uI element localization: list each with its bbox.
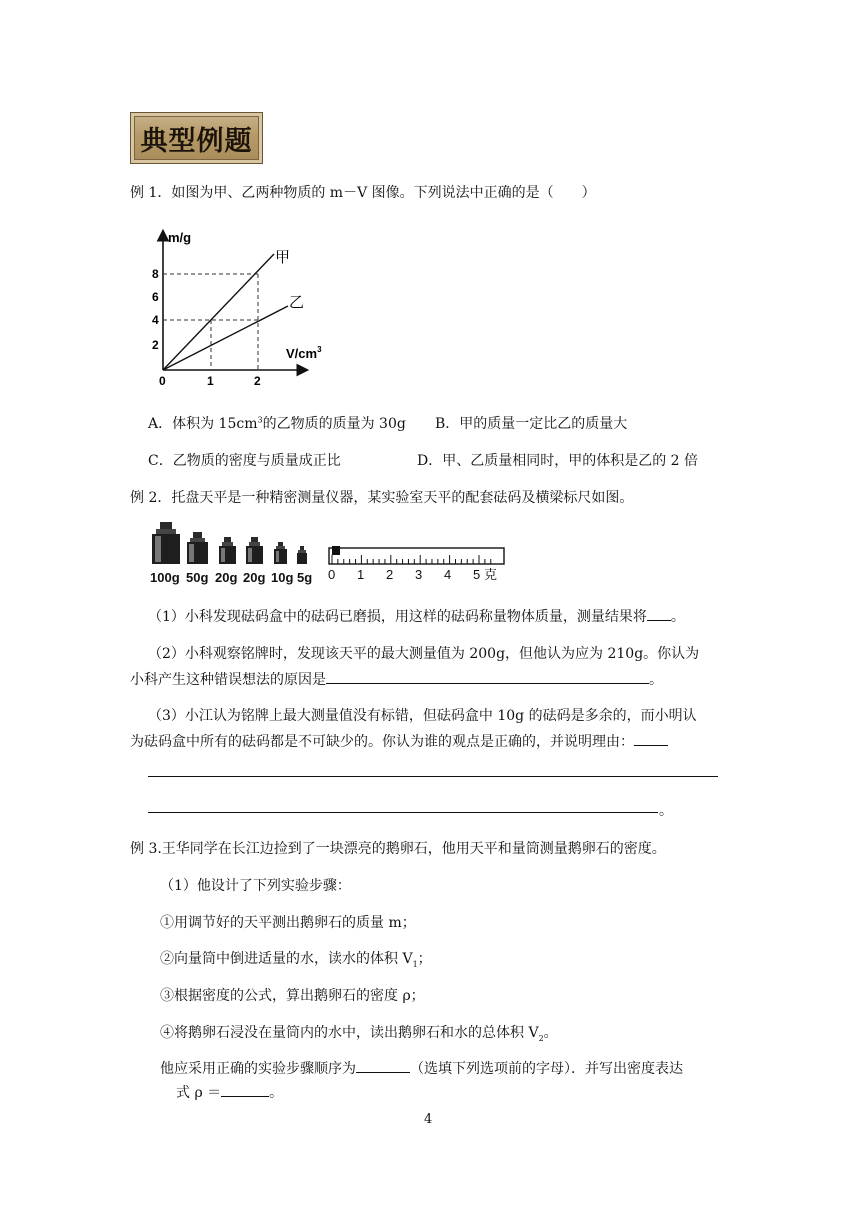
- weight-10g: [274, 542, 287, 564]
- ex1-option-d: D．甲、乙质量相同时，甲的体积是乙的 2 倍: [417, 453, 699, 469]
- weight-label-5g: 5g: [297, 570, 313, 585]
- ex1-option-a: A．体积为 $15cm^3$的乙物质的质量为 30g: [148, 415, 406, 432]
- order-answer-blank[interactable]: [356, 1058, 410, 1073]
- ex2-q1: （1）小科发现砝码盒中的砝码已磨损，用这样的砝码称量物体质量，测量结果将 。: [148, 606, 685, 626]
- ex3-step2: ②向量筒中倒进适量的水，读水的体积 $V_1$；: [160, 951, 432, 969]
- weight-label-50g: 50g: [186, 570, 209, 585]
- mv-graph: [138, 222, 338, 390]
- y-axis-label: m/g: [168, 230, 192, 245]
- weight-50g: [187, 532, 208, 564]
- section-banner-title: 典型例题: [140, 125, 253, 157]
- ex2-q3-line1: （3）小江认为铭牌上最大测量值没有标错，但砝码盒中 10g 的砝码是多余的，而小明认: [148, 708, 697, 724]
- rider: [332, 546, 340, 555]
- page-number: 4: [424, 1112, 433, 1127]
- x-tick-1: 1: [207, 374, 214, 388]
- ex2-q2-line2: 小科产生这种错误想法的原因是 。: [130, 669, 663, 689]
- ex2-q3-line2: 为砝码盒中所有的砝码都是不可缺少的。你认为谁的观点是正确的，并说明理由：: [130, 731, 668, 751]
- beam-ruler: [329, 546, 504, 564]
- ruler-tick-5: 5: [473, 567, 481, 582]
- ex2-q3-answer-line-1: [148, 776, 718, 777]
- ex3-step1: ①用调节好的天平测出鹅卵石的质量 m；: [160, 915, 416, 931]
- series-a-label: 甲: [275, 248, 291, 266]
- section-banner: [130, 112, 263, 164]
- ruler-tick-1: 1: [357, 567, 365, 582]
- ex3-formula: 式 ρ ＝ 。: [176, 1082, 283, 1102]
- y-tick-4: 4: [152, 313, 159, 327]
- ex2-question: 例 2．托盘天平是一种精密测量仪器，某实验室天平的配套砝码及横梁标尺如图。: [130, 490, 634, 506]
- ex1-option-c: C．乙物质的密度与质量成正比: [148, 453, 341, 469]
- ruler-tick-0: 0: [328, 567, 336, 582]
- x-tick-0: 0: [159, 374, 166, 388]
- ex2-q3-answer-line-2: [148, 812, 658, 813]
- ruler-unit: 克: [484, 567, 498, 582]
- ex3-step4: ④将鹅卵石浸没在量筒内的水中，读出鹅卵石和水的总体积 $V_2$。: [160, 1025, 558, 1043]
- series-a-line: [163, 254, 274, 370]
- ex2-q3-end: 。: [659, 803, 673, 819]
- weight-label-20g-a: 20g: [215, 570, 238, 585]
- x-tick-2: 2: [254, 374, 261, 388]
- x-axis-label: $V/cm^3$: [286, 345, 322, 361]
- ex1-question: 例 1．如图为甲、乙两种物质的 m－V 图像。下列说法中正确的是（ ）: [130, 185, 596, 201]
- weight-20g-a: [219, 537, 236, 564]
- weight-20g-b: [246, 537, 263, 564]
- ex3-question: 例 3.王华同学在长江边捡到了一块漂亮的鹅卵石，他用天平和量筒测量鹅卵石的密度。: [130, 841, 666, 857]
- ex3-order: 他应采用正确的实验步骤顺序为 （选填下列选项前的字母）．并写出密度表达: [160, 1058, 683, 1078]
- weight-label-100g: 100g: [150, 570, 180, 585]
- weight-5g: [297, 546, 307, 564]
- ruler-tick-2: 2: [386, 567, 394, 582]
- ex1-option-b: B．甲的质量一定比乙的质量大: [435, 416, 628, 432]
- weights-and-ruler-figure: [148, 518, 518, 590]
- formula-answer-blank[interactable]: [221, 1082, 269, 1097]
- weight-label-10g: 10g: [271, 570, 294, 585]
- series-b-line: [163, 306, 288, 370]
- y-tick-8: 8: [152, 267, 159, 281]
- ruler-tick-4: 4: [444, 567, 452, 582]
- ex2-q2-line1: （2）小科观察铭牌时，发现该天平的最大测量值为 200g，但他认为应为 210g。你认为: [148, 646, 700, 662]
- weight-100g: [152, 522, 180, 564]
- weight-label-20g-b: 20g: [243, 570, 266, 585]
- y-tick-2: 2: [152, 338, 159, 352]
- ruler-tick-3: 3: [415, 567, 423, 582]
- ex3-sub1: （1）他设计了下列实验步骤：: [160, 878, 351, 894]
- y-tick-6: 6: [152, 290, 159, 304]
- ex3-step3: ③根据密度的公式，算出鹅卵石的密度 ρ；: [160, 988, 425, 1004]
- series-b-label: 乙: [289, 293, 305, 311]
